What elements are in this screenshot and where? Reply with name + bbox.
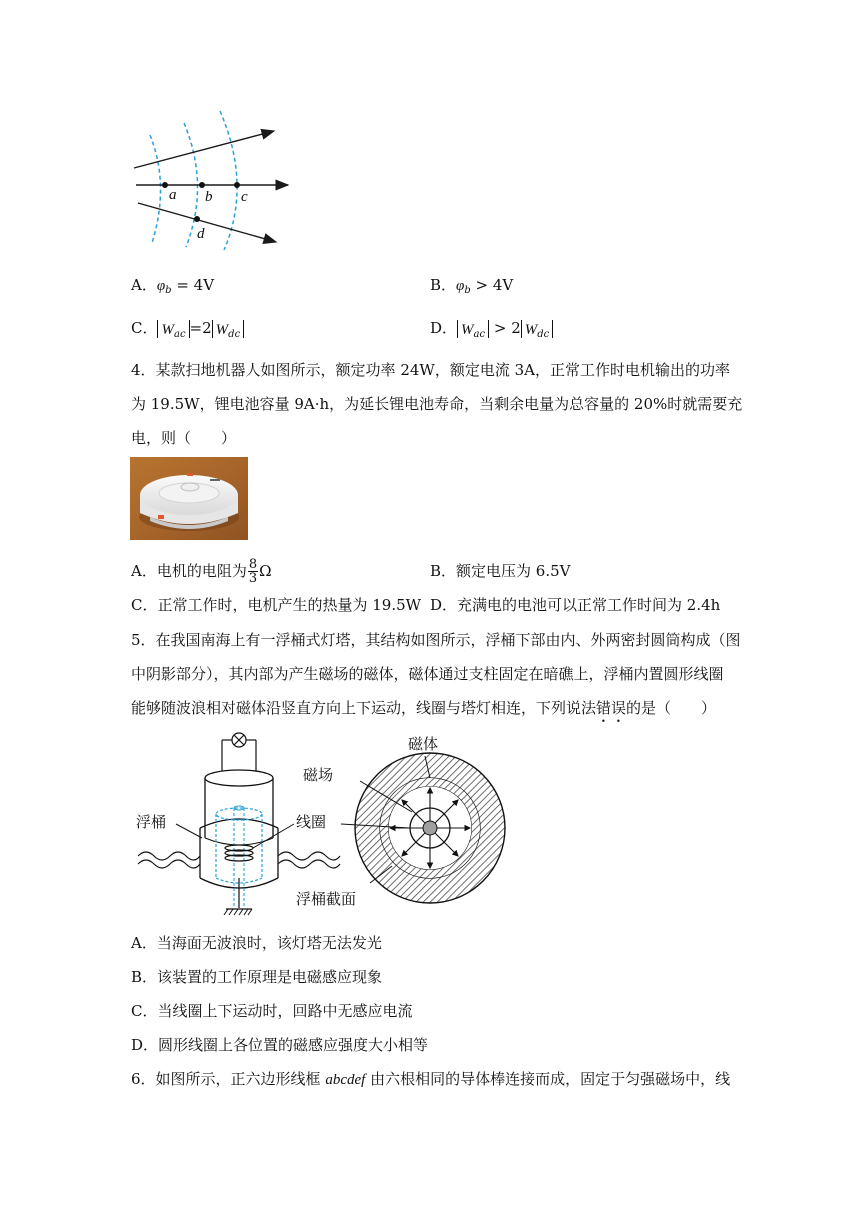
point-b <box>199 182 205 188</box>
work-subscript: ac <box>173 329 186 340</box>
label-magnet: 磁体 <box>408 735 439 753</box>
work-subscript: dc <box>228 329 241 340</box>
q3-option-b-letter: B． <box>430 276 457 294</box>
work-symbol: W <box>161 322 174 338</box>
phi-subscript: b <box>464 285 471 296</box>
q4-option-a-text: A．电机的电阻为 <box>131 561 247 580</box>
robot-vacuum-photo <box>130 457 248 540</box>
q5-stem-line-2: 中阴影部分），其内部为产生磁场的磁体，磁体通过支柱固定在暗礁上，浮桶内置圆形线圈 <box>131 665 724 683</box>
phi-symbol: φ <box>456 278 465 294</box>
q3-option-a-letter: A． <box>131 276 157 294</box>
q3-option-c[interactable] <box>131 320 244 338</box>
q3-option-d[interactable] <box>430 320 553 338</box>
q4-option-b[interactable]: B．额定电压为 6.5V <box>430 562 571 580</box>
q4-stem-line-3: 电，则（ ） <box>131 429 237 447</box>
field-line-bottom <box>138 203 276 242</box>
q5-stem-line-3: 能够随波浪相对磁体沿竖直方向上下运动，线圈与塔灯相连，下列说法错误的是（ ） <box>131 699 717 717</box>
lamp-icon <box>232 733 246 747</box>
work-symbol: W <box>215 322 229 338</box>
q3-option-b-relation: > 4V <box>470 276 514 294</box>
q3-option-a-relation: = 4V <box>171 276 215 294</box>
label-coil: 线圈 <box>296 813 327 831</box>
hexagon-name: abcdef <box>325 1072 366 1088</box>
ohm-unit: Ω <box>259 561 272 580</box>
q5-option-a[interactable]: A．当海面无波浪时，该灯塔无法发光 <box>131 934 382 952</box>
work-symbol: W <box>461 322 474 338</box>
q3-option-a[interactable] <box>131 278 214 298</box>
label-b: b <box>205 189 213 205</box>
q6-stem-line-1: 6．如图所示，正六边形线框 abcdef 由六根相同的导体棒连接而成，固定于匀强磁场中，线 <box>131 1070 731 1088</box>
phi-symbol: φ <box>156 278 166 294</box>
q4-option-d[interactable]: D．充满电的电池可以正常工作时间为 2.4h <box>430 596 721 614</box>
q5-option-b[interactable]: B．该装置的工作原理是电磁感应现象 <box>131 968 383 986</box>
q4-option-c[interactable]: C．正常工作时，电机产生的热量为 19.5W <box>131 596 422 614</box>
phi-subscript: b <box>165 285 172 296</box>
label-section: 浮桶截面 <box>296 890 357 908</box>
q4-stem-line-1: 4．某款扫地机器人如图所示，额定功率 24W，额定电流 3A，正常工作时电机输出的功率 <box>131 361 730 379</box>
coil-icon <box>225 845 253 861</box>
field-lines-figure <box>128 105 298 250</box>
q3-option-c-letter: C． <box>131 319 158 337</box>
q3-option-c-relation: =2 <box>189 319 212 337</box>
label-a: a <box>169 187 177 203</box>
point-a <box>162 182 168 188</box>
label-field: 磁场 <box>303 766 334 784</box>
q3-option-d-relation: > 2 <box>489 319 521 337</box>
work-subscript: dc <box>537 329 550 340</box>
q4-stem-line-2: 为 19.5W，锂电池容量 9A·h，为延长锂电池寿命，当剩余电量为总容量的 20%时就需要充 <box>131 395 743 413</box>
q3-option-d-letter: D． <box>430 319 458 337</box>
label-floater: 浮桶 <box>136 813 167 831</box>
equipotential-arc-1 <box>150 135 161 243</box>
q4-option-a[interactable] <box>131 556 272 586</box>
work-subscript: ac <box>473 329 486 340</box>
label-c: c <box>241 189 248 205</box>
magnet-core <box>423 821 437 835</box>
point-d <box>194 216 200 222</box>
q3-option-b[interactable] <box>430 278 513 298</box>
q5-option-c[interactable]: C．当线圈上下运动时，回路中无感应电流 <box>131 1002 413 1020</box>
resistance-fraction: $\frac{8}{3}$ <box>248 556 258 586</box>
emphasis-word: 错误 <box>596 699 627 717</box>
label-d: d <box>197 226 205 242</box>
q5-stem-line-1: 5．在我国南海上有一浮桶式灯塔，其结构如图所示，浮桶下部由内、外两密封圆筒构成（图 <box>131 631 741 649</box>
q5-option-d[interactable]: D．圆形线圈上各位置的磁感应强度大小相等 <box>131 1036 429 1054</box>
work-symbol: W <box>524 322 538 338</box>
point-c <box>234 182 240 188</box>
